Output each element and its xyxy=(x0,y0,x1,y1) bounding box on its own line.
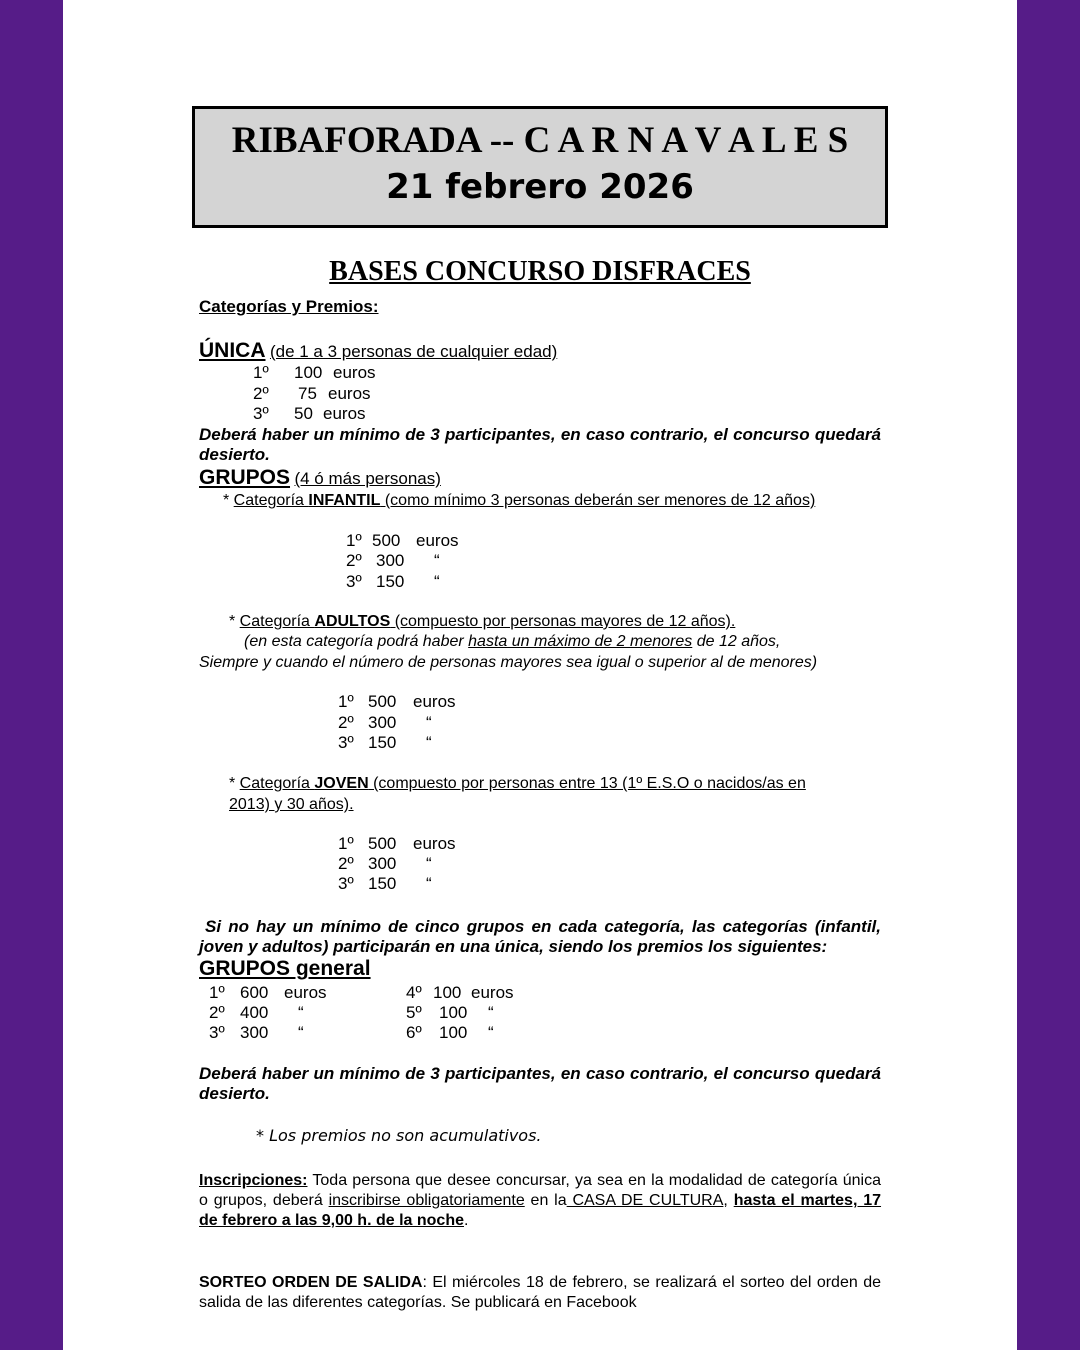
adultos-prize-3: 3º 150 “ xyxy=(338,733,432,752)
unica-warning: Deberá haber un mínimo de 3 participantes, en caso contrario, el concurso quedará desierto. xyxy=(199,425,881,464)
premios-note: * Los premios no son acumulativos. xyxy=(256,1126,542,1145)
grupos-heading xyxy=(199,466,441,492)
infantil-prize-1: 1º 500 euros xyxy=(346,531,459,550)
casa-de-cultura: CASA DE CULTURA xyxy=(566,1192,724,1209)
event-date: 21 febrero 2026 xyxy=(386,167,694,207)
general-prize-3: 3º 300 “ xyxy=(209,1023,304,1042)
categories-heading: Categorías y Premios: xyxy=(199,297,379,316)
joven-name: JOVEN xyxy=(314,775,369,792)
joven-prize-1: 1º 500 euros xyxy=(338,834,456,853)
event-title: RIBAFORADA -- C A R N A V A L E S xyxy=(231,120,849,161)
joven-prize-2: 2º 300 “ xyxy=(338,854,432,873)
unica-prize-2: 2º 75 euros xyxy=(253,384,371,403)
infantil-line: * Categoría INFANTIL (como mínimo 3 personas deberán ser menores de 12 años) xyxy=(223,492,816,509)
inscripcion-obligatoria: inscribirse obligatoriamente xyxy=(328,1192,525,1209)
unica-title: ÚNICA xyxy=(199,339,266,362)
merge-note-line2: joven y adultos) participarán en una única, siendo los premios los siguientes: xyxy=(199,937,828,956)
merge-note-line1: Si no hay un mínimo de cinco grupos en cada categoría, las categorías (infantil, xyxy=(205,917,881,936)
sorteo-label: SORTEO ORDEN DE SALIDA xyxy=(199,1274,423,1291)
infantil-prize-2: 2º 300 “ xyxy=(346,551,440,570)
adultos-note-line2: Siempre y cuando el número de personas mayores sea igual o superior al de menores) xyxy=(199,654,818,671)
general-warning: Deberá haber un mínimo de 3 participantes, en caso contrario, el concurso quedará desierto. xyxy=(199,1064,881,1103)
infantil-prize-3: 3º 150 “ xyxy=(346,572,440,591)
inscripciones-paragraph: Inscripciones: Toda persona que desee concursar, ya sea en la modalidad de categoría única o grupos, deberá inscribirse obligatoriamente en la CASA DE CULTURA, hasta el martes, 17 de febrero a las 9,00 h. de la noche. xyxy=(199,1172,882,1229)
adultos-prize-1: 1º 500 euros xyxy=(338,692,456,711)
unica-heading xyxy=(199,339,557,365)
inscripciones-label: Inscripciones: xyxy=(199,1172,308,1189)
general-prize-4: 4º 100 euros xyxy=(406,983,514,1002)
general-prize-2: 2º 400 “ xyxy=(209,1003,304,1022)
joven-prize-3: 3º 150 “ xyxy=(338,874,432,893)
adultos-name: ADULTOS xyxy=(314,613,391,630)
bases-heading: BASES CONCURSO DISFRACES xyxy=(329,256,751,287)
general-title: GRUPOS general xyxy=(199,957,371,980)
inscripciones-deadline: hasta el martes, 17 de febrero a las 9,00 h. de la noche xyxy=(199,1192,882,1229)
unica-prize-1: 1º 100 euros xyxy=(253,363,376,382)
joven-line: * Categoría JOVEN (compuesto por personas entre 13 (1º E.S.O o nacidos/as en xyxy=(229,775,806,792)
grupos-subtitle: (4 ó más personas) xyxy=(294,469,441,488)
adultos-prize-2: 2º 300 “ xyxy=(338,713,432,732)
title-banner xyxy=(192,106,888,228)
adultos-note-line1: (en esta categoría podrá haber hasta un máximo de 2 menores de 12 años, xyxy=(244,633,781,650)
grupos-title: GRUPOS xyxy=(199,466,291,489)
general-prize-5: 5º 100 “ xyxy=(406,1003,494,1022)
general-prize-1: 1º 600 euros xyxy=(209,983,327,1002)
unica-prize-3: 3º 50 euros xyxy=(253,404,366,423)
adultos-line: * Categoría ADULTOS (compuesto por personas mayores de 12 años). xyxy=(229,613,736,630)
joven-line2: 2013) y 30 años). xyxy=(229,796,354,813)
general-prize-6: 6º 100 “ xyxy=(406,1023,494,1042)
unica-subtitle: (de 1 a 3 personas de cualquier edad) xyxy=(269,342,558,361)
infantil-name: INFANTIL xyxy=(308,492,381,509)
sorteo-paragraph: SORTEO ORDEN DE SALIDA: El miércoles 18 de febrero, se realizará el sorteo del orden de salida de las diferentes categorías. Se publicará en Facebook xyxy=(199,1274,881,1311)
